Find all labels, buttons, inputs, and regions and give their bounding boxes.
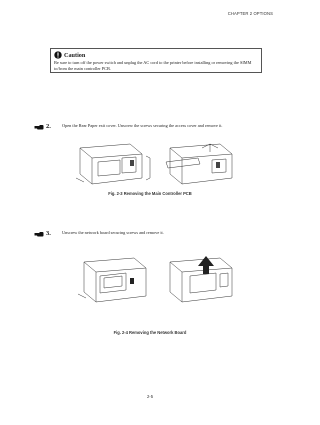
step-text: Open the Rear Paper exit cover. Unscrew the screws securing the access cover and remove it. xyxy=(62,123,223,128)
step-number: 3. xyxy=(46,230,51,237)
pointing-hand-icon xyxy=(34,231,44,237)
step-2 xyxy=(34,123,222,130)
step-number: 2. xyxy=(46,123,51,130)
caution-title: Caution xyxy=(64,51,86,59)
pointing-hand-icon xyxy=(34,124,44,130)
page-number: 2-5 xyxy=(146,394,154,399)
figure-2-4-caption: Fig. 2-4 Removing the Network Board xyxy=(113,330,187,335)
step-text: Unscrew the network board securing screws and remove it. xyxy=(62,230,164,235)
chapter-header: CHAPTER 2 OPTIONS xyxy=(227,11,273,16)
warning-icon xyxy=(54,51,62,59)
caution-text: Be sure to turn off the power switch and unplug the AC cord to the printer before installing or removing the SIMM to/from the main controller PCB. xyxy=(54,60,252,71)
figure-2-3-illustration xyxy=(70,138,240,188)
step-3 xyxy=(34,230,164,237)
figure-2-3-caption: Fig. 2-3 Removing the Main Controller PCB xyxy=(108,191,192,196)
caution-title-row xyxy=(54,51,258,59)
figure-2-4-illustration xyxy=(70,248,240,308)
caution-box xyxy=(50,48,262,73)
